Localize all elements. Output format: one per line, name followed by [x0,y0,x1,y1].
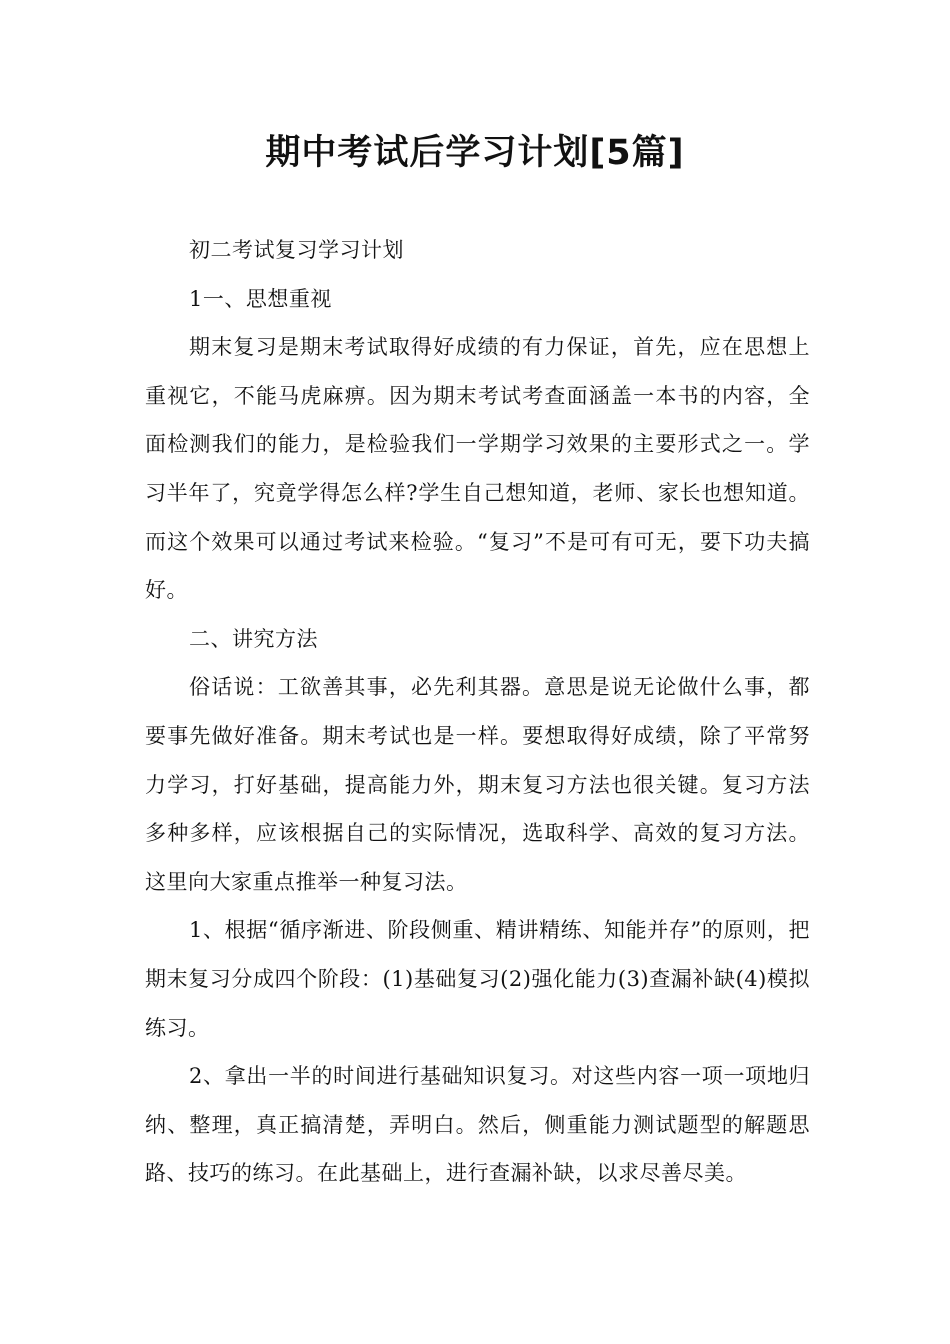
paragraph-subtitle: 初二考试复习学习计划 [189,238,404,262]
paragraph: 1、根据“循序渐进、阶段侧重、精讲精练、知能并存”的原则，把期末复习分成四个阶段：(1)基础复习(2)强化能力(3)查漏补缺(4)模拟练习。 [145,918,810,1040]
paragraph-heading-1: 1一、思想重视 [189,286,332,311]
paragraph: 俗话说：工欲善其事，必先利其器。意思是说无论做什么事，都要事先做好准备。期末考试也是一样。要想取得好成绩，除了平常努力学习，打好基础，提高能力外，期末复习方法也很关键。复习方法多种多样，应该根据自己的实际情况，选取科学、高效的复习方法。这里向大家重点推举一种复习法。 [145,675,810,894]
paragraph-heading-2: 二、讲究方法 [189,626,318,651]
paragraph: 2、拿出一半的时间进行基础知识复习。对这些内容一项一项地归纳、整理，真正搞清楚，弄明白。然后，侧重能力测试题型的解题思路、技巧的练习。在此基础上，进行查漏补缺，以求尽善尽美。 [145,1064,810,1186]
document-title: 期中考试后学习计划[5篇] [265,133,685,173]
document-body [145,226,810,1198]
paragraph: 期末复习是期末考试取得好成绩的有力保证，首先，应在思想上重视它，不能马虎麻痹。因为期末考试考查面涵盖一本书的内容，全面检测我们的能力，是检验我们一学期学习效果的主要形式之一。学习半年了，究竟学得怎么样?学生自己想知道，老师、家长也想知道。而这个效果可以通过考试来检验。“复习”不是可有可无，要下功夫搞好。 [145,335,810,603]
